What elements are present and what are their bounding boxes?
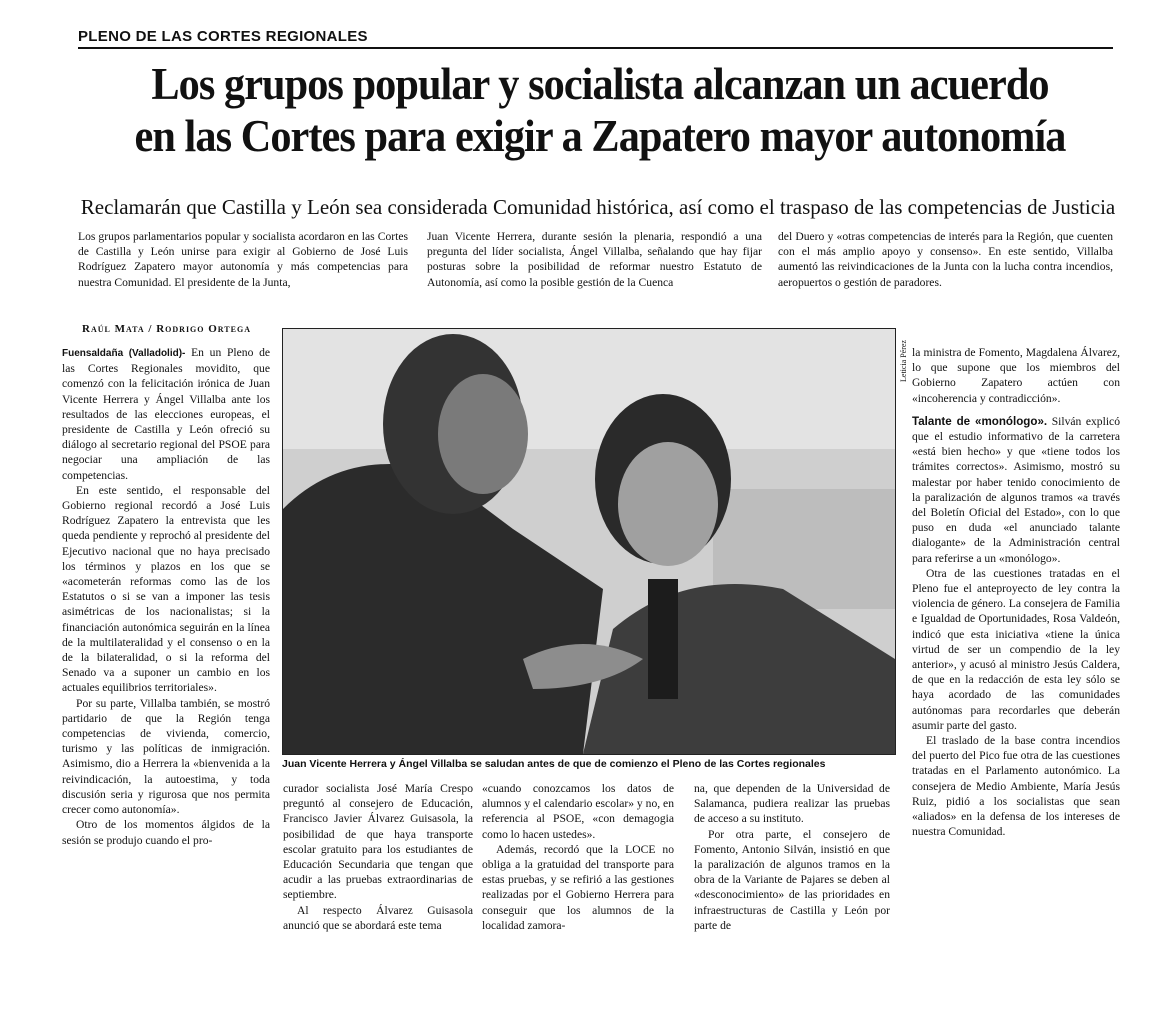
- dateline: Fuensaldaña (Valladolid)-: [62, 348, 186, 359]
- photo-illustration: [283, 329, 895, 754]
- subheadline: Reclamarán que Castilla y León sea considerada Comunidad histórica, así como el traspaso de las competencias de Justicia: [80, 195, 1116, 219]
- headline-line-2: en las Cortes para exigir a Zapatero mayor autonomía: [134, 111, 1066, 161]
- headline-line-1: Los grupos popular y socialista alcanzan un acuerdo: [151, 59, 1049, 109]
- intro-text-1: Los grupos parlamentarios popular y socialista acordaron en las Cortes de Castilla y León unirse para exigir al Gobierno de José Luis Rodríguez Zapatero mayor autonomía y más competencias para nuestra Comunidad. El presidente de la Junta,: [78, 230, 408, 289]
- section-rule: [78, 47, 1113, 49]
- col2-paragraph-2: Al respecto Álvarez Guisasola anunció que se abordará este tema: [283, 903, 473, 932]
- col3-paragraph-1: «cuando conozcamos los datos de alumnos y el calendario escolar» y no, en referencia al PSOE, «con demagogia como lo hacen ustedes».: [482, 782, 674, 841]
- column-3: [482, 781, 674, 933]
- col1-paragraph-2: En este sentido, el responsable del Gobierno regional recordó a José Luis Rodríguez Zapatero la entrevista que les queda pendiente y reprochó al presidente del Ejecutivo nacional que no haya precisado los términos y plazos en los que se «acometerán reformas como las de los Estatutos o si se van a imponer las tesis asimétricas de los nacionalistas; si la financiación autonómica seguirán en la línea de la multilateralidad y el consenso o en la de la bilateralidad, o si la reforma del Senado va a suponer un cambio en los actuales equilibrios territoriales».: [62, 483, 270, 695]
- intro-text-2: Juan Vicente Herrera, durante sesión la plenaria, respondió a una pregunta del líder socialista, Ángel Villalba, señalando que hay fijar posturas sobre la posibilidad de reformar nuestro Estatuto de Autonomía, así como la posible gestión de la Cuenca: [427, 230, 762, 289]
- col5-paragraph-4: El traslado de la base contra incendios del puerto del Pico fue otra de las cuestiones tratadas en el Parlamento autonómico. La consejera de Medio Ambiente, María Jesús Ruiz, pidió a los socialistas que sean «aliados» en la defensa de los intereses de nuestra Comunidad.: [912, 734, 1120, 839]
- column-2: [283, 781, 473, 933]
- inline-subhead: Talante de «monólogo».: [912, 414, 1048, 428]
- news-photo: [282, 328, 896, 755]
- col1-paragraph-3: Por su parte, Villalba también, se mostró partidario de que la Región tenga competencias de vivienda, comercio, turismo y las políticas de inmigración. Asimismo, dio a Herrera la «bienvenida a la reivindicación, la autoestima, y toda discusión seria y rigurosa que nos permita crecer como autonomía».: [62, 696, 270, 817]
- column-5: [912, 345, 1120, 840]
- col4-paragraph-1: na, que dependen de la Universidad de Salamanca, pudiera realizar las pruebas de acceso a su instituto.: [694, 782, 890, 826]
- column-4: [694, 781, 890, 933]
- col1-paragraph-4: Otro de los momentos álgidos de la sesión se produjo cuando el pro-: [62, 818, 270, 847]
- col5-paragraph-3: Otra de las cuestiones tratadas en el Pleno fue el anteproyecto de ley contra la violencia de género. La consejera de Familia e Igualdad de Oportunidades, Rosa Valdeón, indicó que esta iniciativa «tiene la única virtud de ser un compendio de la ley anterior», y acusó al ministro Jesús Caldera, de que en la redacción de esta ley sólo se haya acordado de las comunidades autónomas para recordarles que deberán asumir parte del gasto.: [912, 566, 1120, 732]
- col3-paragraph-2: Además, recordó que la LOCE no obliga a la gratuidad del transporte para estas pruebas, y se refirió a las gestiones realizadas por el Gobierno Herrera para conseguir que los alumnos de la localidad zamora-: [482, 842, 674, 932]
- col5-paragraph-2: Talante de «monólogo». Silván explicó que el estudio informativo de la carretera «está bien hecho» y que «tiene todos los trámites correctos». Asimismo, mostró su malestar por haber tenido conocimiento de la paralización de algunos tramos «a través del Boletín Oficial del Estado», con lo que puso en duda «el anunciado talante dialogante» de la Administración central para referirse a un «monólogo».: [912, 414, 1120, 565]
- col2-paragraph-1: curador socialista José María Crespo preguntó al consejero de Educación, Francisco Javier Álvarez Guisasola, la posibilidad de que haya transporte escolar gratuito para los estudiantes de Educación Secundaria que tengan que acudir a las pruebas extraordinarias de septiembre.: [283, 782, 473, 902]
- byline: Raúl Mata / Rodrigo Ortega: [82, 323, 251, 335]
- col1-paragraph-1: Fuensaldaña (Valladolid)- En un Pleno de las Cortes Regionales movidito, que comenzó con la felicitación irónica de Juan Vicente Herrera y Ángel Villalba ante los resultados de las elecciones europeas, el presidente de Castilla y León ofreció su diálogo al secretario regional del PSOE para negociar una ampliación de las competencias.: [62, 346, 271, 482]
- intro-col-2: [427, 229, 762, 290]
- intro-col-1: [78, 229, 408, 290]
- column-1: [62, 345, 270, 848]
- intro-text-3: del Duero y «otras competencias de interés para la Región, que cuenten con el más amplio apoyo y consenso». En este sentido, Villalba aumentó las reivindicaciones de la Junta con la lucha contra incendios, aeropuertos o gestión de paradores.: [778, 230, 1113, 289]
- intro-col-3: [778, 229, 1113, 290]
- col4-paragraph-2: Por otra parte, el consejero de Fomento, Antonio Silván, insistió en que la paralización de algunos tramos en la obra de la Variante de Pajares se deben al «desconocimiento» de las prioridades en infraestructuras de Castilla y León por parte de: [694, 827, 890, 932]
- col5-paragraph-1: la ministra de Fomento, Magdalena Álvarez, lo que supone que los miembros del Gobierno Zapatero actúen con «incoherencia y contradicción».: [912, 346, 1120, 405]
- headline: [92, 58, 1107, 162]
- section-label: PLENO DE LAS CORTES REGIONALES: [78, 28, 368, 45]
- photo-credit: Leticia Pérez: [899, 340, 908, 382]
- photo-caption: Juan Vicente Herrera y Ángel Villalba se saludan antes de que de comienzo el Pleno de las Cortes regionales: [282, 758, 826, 770]
